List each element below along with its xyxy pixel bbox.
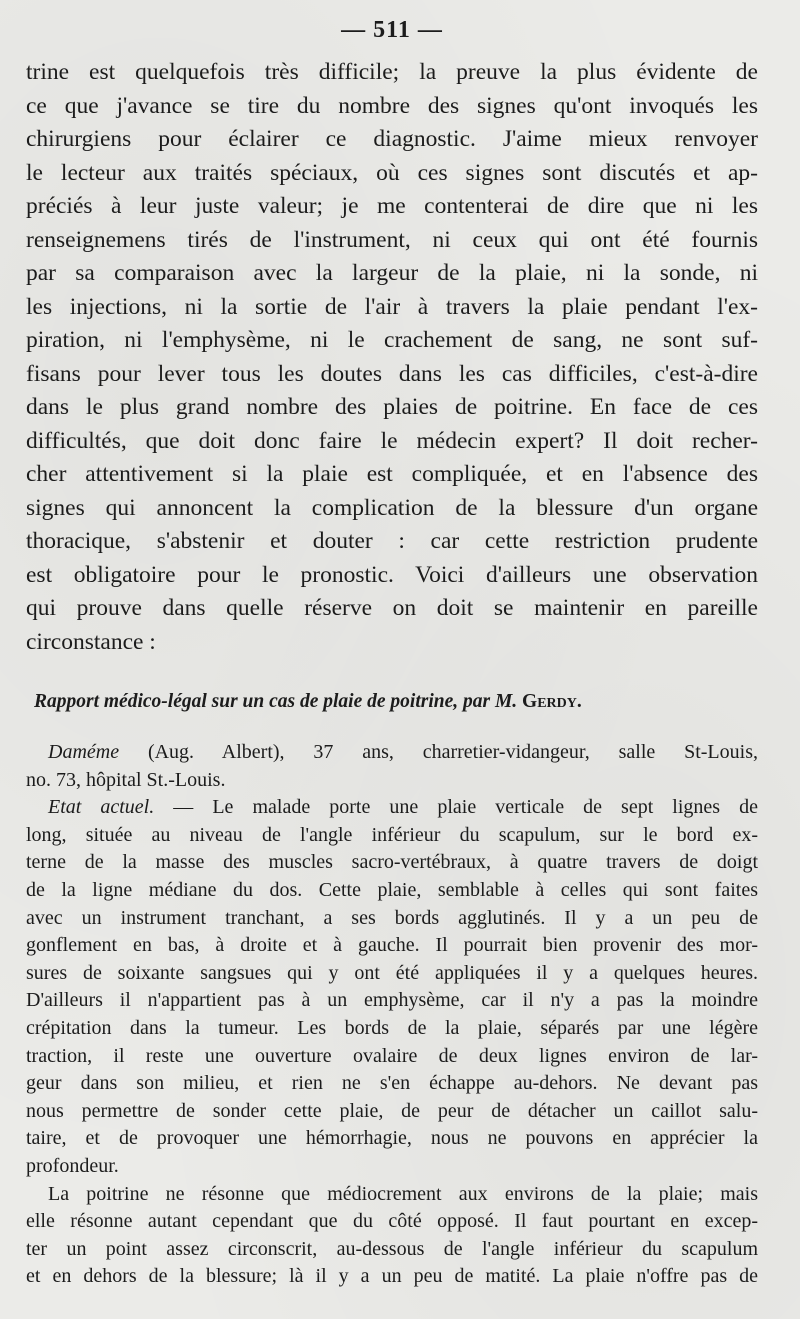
text-line: chirurgiens pour éclairer ce diagnostic. J'aime mieux renvoyer: [26, 126, 758, 152]
text-line: nous permettre de sonder cette plaie, de peur de détacher un caillot salu-: [26, 1099, 758, 1122]
text-line: le lecteur aux traités spéciaux, où ces signes sont discutés et ap-: [26, 159, 758, 186]
text-line: traction, il reste une ouverture ovalaire de deux lignes environ de lar-: [26, 1044, 758, 1067]
paragraph-diagnostic: [26, 56, 758, 659]
text-line: par sa comparaison avec la largeur de la plaie, ni la sonde, ni: [26, 260, 758, 286]
report-title: Rapport médico-légal sur un cas de plaie de poitrine, par M.: [34, 691, 518, 712]
text-line: elle résonne autant cependant que du côté opposé. Il faut pourtant en excep-: [26, 1210, 758, 1233]
text-line: piration, ni l'emphysème, ni le crachement de sang, ne sont suf-: [26, 327, 758, 353]
text-line: de la ligne médiane du dos. Cette plaie, semblable à celles qui sont faites: [26, 878, 758, 901]
text-line: dans le plus grand nombre des plaies de poitrine. En face de ces: [26, 394, 758, 420]
text-line: thoracique, s'abstenir et douter : car cette restriction prudente: [26, 528, 758, 554]
text-line: avec un instrument tranchant, a ses bords agglutinés. Il y a un peu de: [26, 906, 758, 929]
case-observation: [26, 739, 758, 1291]
text-line: qui prouve dans quelle réserve on doit se maintenir en pareille: [26, 595, 758, 621]
text-line: ce que j'avance se tire du nombre des signes qu'ont invoqués les: [26, 92, 758, 119]
patient-name: Daméme: [48, 741, 120, 763]
text-line: fisans pour lever tous les doutes dans les cas difficiles, c'est-à-dire: [26, 360, 758, 387]
text-line: taire, et de provoquer une hémorrhagie, nous ne pouvons en apprécier la: [26, 1127, 758, 1150]
etat-text: — Le malade porte une plaie verticale de sept lignes de: [173, 796, 758, 819]
text-line: long, située au niveau de l'angle inférieur du scapulum, sur le bord ex-: [26, 823, 758, 846]
patient-line: [26, 739, 758, 767]
text-line: trine est quelquefois très difficile; la preuve la plus évidente de: [26, 59, 758, 85]
text-line: difficultés, que doit donc faire le médecin expert? Il doit recher-: [26, 427, 758, 454]
text-line: crépitation dans la tumeur. Les bords de la plaie, séparés par une légère: [26, 1016, 758, 1039]
patient-location: no. 73, hôpital St.-Louis.: [26, 768, 226, 791]
text-line: et en dehors de la blessure; là il y a un peu de matité. La plaie n'offre pas de: [26, 1265, 758, 1288]
text-line: La poitrine ne résonne que médiocrement aux environs de la plaie; mais: [48, 1182, 758, 1205]
text-line: cher attentivement si la plaie est compliquée, et en l'absence des: [26, 461, 758, 487]
text-line: ter un point assez circonscrit, au-dessous de l'angle inférieur du scapulum: [26, 1237, 758, 1260]
text-line: préciés à leur juste valeur; je me contenterai de dire que ni les: [26, 193, 758, 219]
text-line: signes qui annoncent la complication de la blessure d'un organe: [26, 494, 758, 521]
text-line: terne de la masse des muscles sacro-vertébraux, à quatre travers de doigt: [26, 851, 758, 874]
text-line: est obligatoire pour le pronostic. Voici d'ailleurs une observation: [26, 561, 758, 588]
text-line: profondeur.: [26, 1154, 119, 1177]
text-line: sures de soixante sangsues qui y ont été appliquées il y a quelques heures.: [26, 961, 758, 984]
page-number: — 511 —: [341, 17, 443, 43]
text-line: renseignemens tirés de l'instrument, ni ceux qui ont été fournis: [26, 226, 758, 253]
text-line: gonflement en bas, à droite et à gauche. Il pourrait bien provenir des mor-: [26, 934, 758, 957]
report-author: Gerdy.: [522, 691, 582, 712]
text-line: circonstance :: [26, 628, 156, 655]
text-line: geur dans son milieu, et rien ne s'en échappe au-dehors. Ne devant pas: [26, 1072, 758, 1095]
text-line: D'ailleurs il n'appartient pas à un emphysème, car il n'y a pas la moindre: [26, 989, 758, 1012]
etat-first-line: [26, 794, 758, 822]
etat-label: Etat actuel.: [48, 796, 155, 819]
text-line: les injections, ni la sortie de l'air à travers la plaie pendant l'ex-: [26, 293, 758, 320]
report-heading: [26, 689, 758, 715]
patient-details: (Aug. Albert), 37 ans, charretier-vidangeur, salle St-Louis,: [147, 741, 758, 763]
